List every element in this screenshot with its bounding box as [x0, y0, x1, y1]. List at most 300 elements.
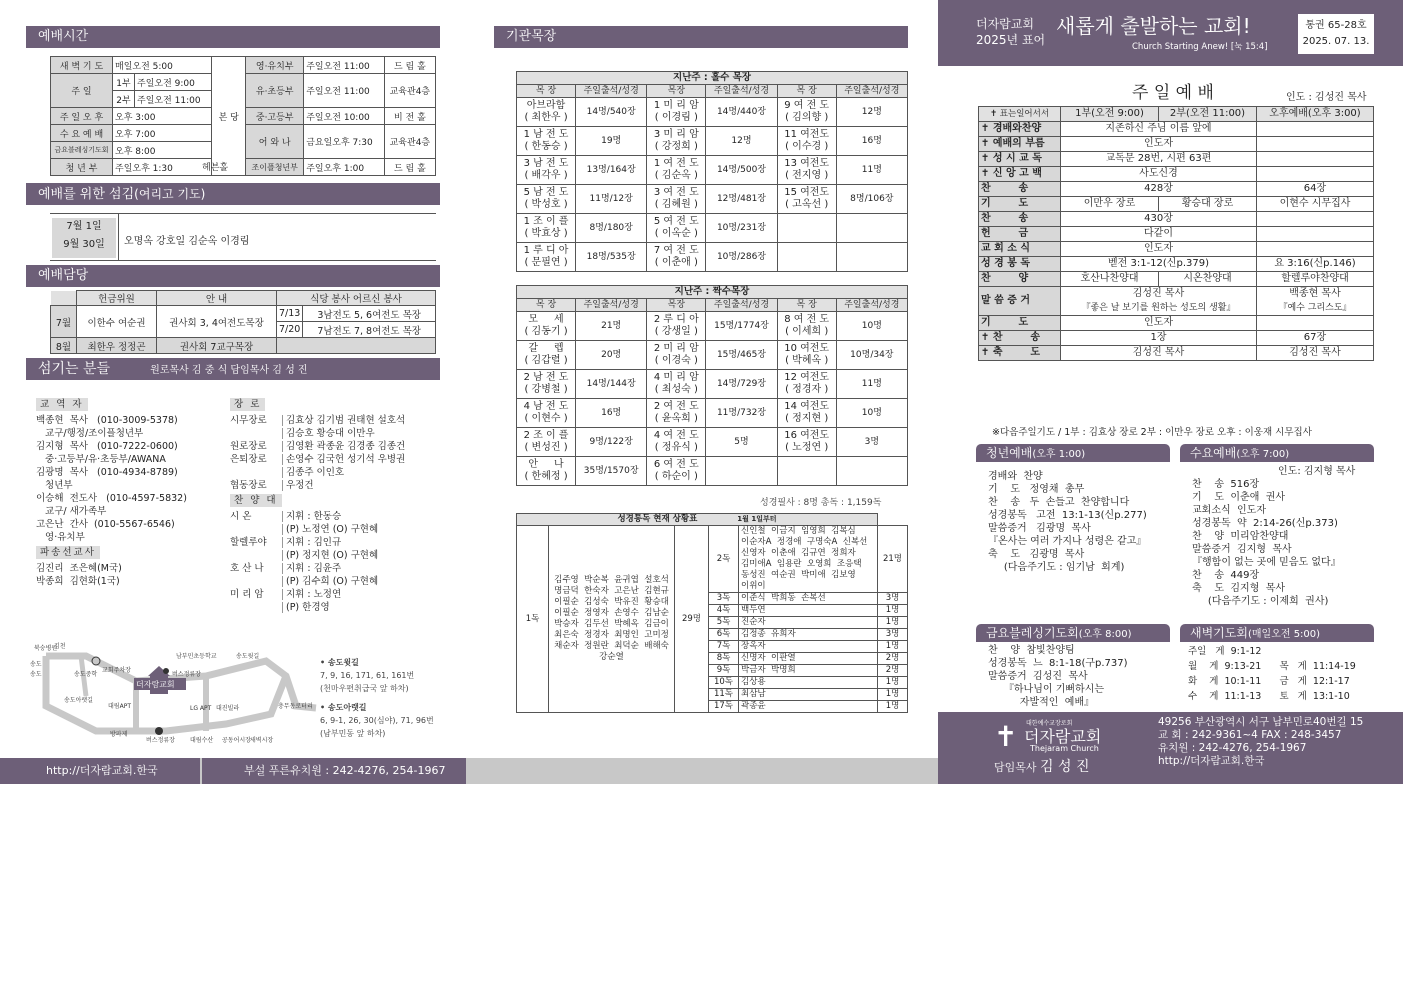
staff-role: 시무장로 [230, 415, 267, 426]
service-item: 찬 송 [979, 182, 1061, 197]
worship-times-header: 예배시간 [26, 26, 440, 48]
ws-time: 오후 3:00 [113, 108, 212, 125]
staff-line [230, 523, 405, 536]
service-morning [1061, 242, 1257, 257]
ws-time: 오후 7:00 [113, 125, 212, 142]
group-attendance: 11명/12장 [576, 185, 647, 214]
wsr-place: 드 림 홀 [384, 159, 435, 176]
staff-line: 교구/행정/조이플청년부 [36, 428, 144, 439]
reading-rank: 3독 [709, 593, 739, 605]
reading-names: 김주영 박순복 윤귀엽 설호석 명금덕 한숙자 고은난 김현규 이필순 김성숙 박유진 황승대 이필순 정영자 손영수 김남순 박승자 김두선 박혜옥 김금이 최은숙 정경자 최명인 고미정 채순자 정원란 최덕순 배해숙 강순열 [549, 526, 675, 713]
group-attendance: 14명/540장 [576, 98, 647, 127]
service-text: 김성진 목사 [1132, 347, 1185, 358]
map-label: 충무동로터리 [278, 703, 313, 710]
reading-rank: 7독 [709, 641, 739, 653]
group-name: 5 여 전 도 ( 이옥순 ) [647, 214, 706, 243]
service-row [979, 167, 1374, 182]
table-header: 목 장 [777, 299, 836, 312]
footer-url: http://더자람교회.한국 [1158, 755, 1265, 767]
service-row [979, 227, 1374, 242]
order-line: 성경봉독 약 2:14-26(신p.373) [1192, 518, 1338, 529]
wsr-place: 교육관4층 [384, 125, 435, 159]
group-attendance: 10명/286장 [706, 243, 777, 272]
staff-line: 이승해 전도사 (010-4597-5832) [36, 493, 187, 504]
table-header: 목 장 [517, 299, 576, 312]
serve-date-start: 7월 1일 [66, 221, 102, 232]
service-col-header: 2부(오전 11:00) [1159, 107, 1257, 122]
footer-church-en: Thejaram Church [1030, 744, 1099, 753]
order-line: 찬 양 미리암찬양대 [1192, 531, 1289, 542]
right-footer [938, 712, 1403, 784]
ws-name: 주 일 [51, 74, 113, 108]
odd-groups-table: 지난주 : 홀수 목장 목 장 주일출석/성경 목장 주일출석/성경 목 장 주일출석/성경 아브라함 ( 최한우 ) 14명/540장 1 미 리 암 ( 이경림 ) 14명/440장 9 여 전 도 ( 김의향 ) 12명 1 남 전 도 ( 한동승 ) 19명 3 미 리 암 ( 강정희 ) 12명 11 여전도 ( 이수경 ) 16명 3 남 전 도 ( 배각우 ) 13명/164장 1 여 전 도 ( 김순옥 ) 14명/500장 13 여전도 ( 전지영 ) 11명 5 남 전 도 ( 박성호 ) 11명/12장 3 여 전 도 ( 김혜원 ) 12명/481장 15 여전도 ( 고옥선 ) 8명/106장 1 조 이 플 ( 박효상 ) 8명/180장 5 여 전 도 ( 이옥순 ) 10명/231장 1 루 디 아 ( 문필연 ) 18명/535장 7 여 전 도 ( 이춘애 ) 10명/286장 [516, 71, 908, 272]
order-line: 수 게 11:1-13 토 게 13:1-10 [1188, 691, 1350, 702]
staff-line [230, 466, 405, 479]
staff-header: 섬기는 분들 원로목사 김 중 식 담임목사 김 성 진 [26, 358, 440, 380]
service-row [979, 257, 1374, 272]
staff-names: 지휘 : 노정연 [282, 589, 341, 600]
staff-line: 김진리 조은혜(M국) [36, 563, 122, 574]
group-attendance: 15명/465장 [706, 341, 777, 370]
duty-header: 예배담당 [26, 265, 440, 287]
order-line: 화 게 10:1-11 금 게 12:1-17 [1188, 676, 1350, 687]
service-text: 인도자 [1144, 138, 1173, 149]
group-name: 2 루 디 아 ( 강생일 ) [647, 312, 706, 341]
duty-head: 안 내 [157, 291, 277, 306]
footer-url-box: http://더자람교회.한국 [0, 758, 200, 784]
group-name: 2 조 이 플 ( 변성진 ) [517, 428, 576, 457]
staff-right [230, 396, 405, 614]
order-line: 『하나님이 기뻐하시는 [988, 684, 1105, 695]
group-name: 1 루 디 아 ( 문필연 ) [517, 243, 576, 272]
service-item: 헌 금 [979, 227, 1061, 242]
reading-rank: 11독 [709, 689, 739, 701]
footer-kinder: 유치원 : 242-4276, 254-1967 [1158, 742, 1307, 754]
staff-names: (P) 한경영 [282, 602, 330, 613]
service-morning [1061, 257, 1257, 272]
staff-heading: 파송선교사 [36, 546, 100, 559]
ws-sub: 2부 [113, 91, 135, 108]
table-header: 주일출석/성경 [836, 85, 907, 98]
group-name: 갈 렙 ( 김갑렬 ) [517, 341, 576, 370]
order-line: 교회소식 인도자 [1192, 505, 1266, 516]
reading-count: 1명 [878, 677, 908, 689]
youth-header: 청년예배(오후 1:00) [976, 444, 1170, 462]
service-morning [1061, 212, 1257, 227]
wsr-name: 유·초등부 [246, 74, 304, 108]
service-afternoon [1257, 122, 1374, 137]
staff-role: 은퇴장로 [230, 454, 267, 465]
even-groups-table: 지난주 : 짝수목장 목 장 주일출석/성경 목장 주일출석/성경 목 장 주일출석/성경 모 세 ( 김동기 ) 21명 2 루 디 아 ( 강생일 ) 15명/1774장 8 여 전 도 ( 이세희 ) 10명 갈 렙 ( 김갑렬 ) 20명 2 미 리 암 ( 이경숙 ) 15명/465장 10 여전도 ( 박혜옥 ) 10명/34장 2 남 전 도 ( 강병철 ) 14명/144장 4 미 리 암 ( 최성숙 ) 14명/729장 12 여전도 ( 정경자 ) 11명 4 남 전 도 ( 이현수 ) 16명 2 여 전 도 ( 윤옥희 ) 11명/732장 14 여전도 ( 정지현 ) 10명 2 조 이 플 ( 변성진 ) 9명/122장 4 여 전 도 ( 정유식 ) 5명 16 여전도 ( 노정연 ) 3명 안 나 ( 한혜정 ) 35명/1570장 6 여 전 도 ( 하순이 ) [516, 285, 908, 486]
staff-role: 미 리 암 [230, 589, 264, 600]
service-text: 430장 [1144, 213, 1173, 224]
service-morning [1061, 346, 1257, 361]
group-attendance: 15명/1774장 [706, 312, 777, 341]
wed-header: 수요예배(오후 7:00) [1180, 444, 1374, 462]
service-afternoon [1257, 137, 1374, 152]
wed-order [1192, 478, 1341, 608]
wsr-time: 금요일오후 7:30 [304, 125, 385, 159]
group-attendance: 8명/106장 [836, 185, 907, 214]
reading-stat: 성경필사 : 8명 총독 : 1,159독 [760, 498, 882, 508]
group-name: 11 여전도 ( 이수경 ) [777, 127, 836, 156]
table-row [517, 127, 908, 156]
reading-names: 진순자 [739, 617, 878, 629]
map-label: 교회주차장 [102, 667, 131, 674]
service-title: 주 일 예 배 [1132, 83, 1214, 103]
service-leader: 인도 : 김성진 목사 [1286, 92, 1367, 103]
service-afternoon [1257, 152, 1374, 167]
staff-line: 영·유치부 [36, 532, 85, 543]
group-name: 3 미 리 암 ( 강정희 ) [647, 127, 706, 156]
group-name: 2 미 리 암 ( 이경숙 ) [647, 341, 706, 370]
table-row [517, 312, 908, 341]
order-line: 『행함이 없는 곳에 믿음도 없다』 [1192, 557, 1341, 568]
staff-line: 김광명 목사 (010-4934-8789) [36, 467, 178, 478]
table-row [517, 243, 908, 272]
footer-address: 49256 부산광역시 서구 남부민로40번길 15 [1158, 716, 1364, 728]
service-subtext: 『좋은 날 보기를 원하는 성도의 생활』 [1081, 303, 1236, 313]
table-header: 목 장 [777, 85, 836, 98]
staff-line: 김지형 목사 (010-7222-0600) [36, 441, 178, 452]
service-text: 다같이 [1144, 228, 1173, 239]
reading-count: 1명 [878, 605, 908, 617]
group-name: 1 남 전 도 ( 한동승 ) [517, 127, 576, 156]
reading-count: 1명 [878, 641, 908, 653]
group-attendance: 5명 [706, 428, 777, 457]
order-line: 기 도 이춘애 권사 [1192, 492, 1286, 503]
bus-info: • 송도윗길 7, 9, 16, 171, 61, 161번 (천마우편취급국 앞 하차) • 송도아랫길 6, 9-1, 26, 30(심야), 71, 96번 (남부민동 앞 하차) [320, 658, 434, 738]
service-first: 이만우 장로 [1061, 197, 1159, 212]
service-morning [1061, 122, 1257, 137]
staff-names: 지휘 : 한동승 [282, 511, 341, 522]
group-name: 3 여 전 도 ( 김혜원 ) [647, 185, 706, 214]
group-name: 5 남 전 도 ( 박성호 ) [517, 185, 576, 214]
next-prayer: ※다음주일기도 / 1부 : 김효상 장로 2부 : 이만우 장로 오후 : 이웅재 시무집사 [992, 427, 1312, 438]
group-name: 12 여전도 ( 정경자 ) [777, 370, 836, 399]
order-line: 축 도 김지형 목사 [1192, 583, 1286, 594]
service-col-header: 1부(오전 9:00) [1061, 107, 1159, 122]
group-attendance: 19명 [576, 127, 647, 156]
header-church: 더자람교회 [976, 17, 1034, 31]
service-second: 황승대 장로 [1159, 197, 1257, 212]
group-attendance: 10명/34장 [836, 341, 907, 370]
service-afternoon [1257, 242, 1374, 257]
table-header: 주일출석/성경 [576, 299, 647, 312]
staff-line: 박종희 김현화(1국) [36, 576, 120, 587]
service-morning [1061, 227, 1257, 242]
staff-role: 시 온 [230, 511, 252, 522]
reading-count: 21명 [878, 526, 908, 593]
service-row [979, 272, 1374, 287]
map-label: 송도 [30, 671, 42, 678]
staff-role: 할렐루야 [230, 537, 267, 548]
staff-names: 김효상 김기범 권태현 설호석 [282, 415, 405, 426]
reading-count: 1명 [878, 617, 908, 629]
group-attendance: 35명/1570장 [576, 457, 647, 486]
reading-names: 백두연 [739, 605, 878, 617]
map-church-label: 더자람교회 [136, 680, 175, 689]
group-attendance: 13명/164장 [576, 156, 647, 185]
group-attendance: 14명/144장 [576, 370, 647, 399]
staff-role: 원로장로 [230, 441, 267, 452]
map-label: 송도윗길 [236, 653, 260, 660]
wsr-time: 주일오전 10:00 [304, 108, 385, 125]
serve-box [50, 213, 436, 261]
service-text: 사도신경 [1139, 168, 1178, 179]
reading-rank: 8독 [709, 653, 739, 665]
reading-names: 신인철 이금지 임영희 김복심 이순자A 정경애 구명숙A 신복선 신영자 이춘애 김규연 정희자 김미애A 임용란 오영희 조응택 동성진 여순권 박미애 김보영 이위이 [739, 526, 878, 593]
fri-header: 금요블레싱기도회(오후 8:00) [976, 624, 1170, 642]
order-line: 『온사는 여러 가지나 성령은 같고』 [988, 536, 1147, 547]
ws-time: 매일오전 5:00 [113, 57, 212, 74]
reading-count: 3명 [878, 593, 908, 605]
ws-name: 청 년 부 [51, 159, 113, 176]
group-name: 1 조 이 플 ( 박효상 ) [517, 214, 576, 243]
table-header: 주일출석/성경 [706, 299, 777, 312]
group-attendance: 10명 [836, 312, 907, 341]
groups-header: 기관목장 [494, 26, 908, 48]
church-map [26, 636, 318, 756]
header-date: 2025. 07. 13. [1302, 36, 1370, 47]
order-line: 기 도 정영채 총무 [988, 484, 1085, 495]
wsr-name: 어 와 나 [246, 125, 304, 159]
service-subtext: 『예수 그리스도』 [1278, 303, 1352, 313]
group-attendance [836, 457, 907, 486]
map-label: 대림수산 [190, 737, 214, 744]
service-text: 할렐루야찬양대 [1281, 273, 1349, 284]
map-label: 송도중학 [74, 671, 98, 678]
wsr-place: 비 전 홀 [384, 108, 435, 125]
group-attendance: 21명 [576, 312, 647, 341]
staff-heading: 교 역 자 [36, 398, 88, 411]
map-label: 공동어시장 [222, 737, 251, 744]
map-label: 대진빌라 [216, 705, 240, 712]
group-attendance [836, 214, 907, 243]
group-attendance: 14명/440장 [706, 98, 777, 127]
group-attendance: 16명 [836, 127, 907, 156]
group-name: 14 여전도 ( 정지현 ) [777, 399, 836, 428]
map-label: 방파제 [110, 731, 128, 738]
staff-line: 청년부 [36, 480, 73, 491]
staff-heading: 장 로 [230, 398, 265, 411]
wsr-name: 영·유치부 [246, 57, 304, 74]
order-line: 자발적인 예배』 [988, 697, 1095, 708]
table-header: 주일출석/성경 [836, 299, 907, 312]
reading-rank: 10독 [709, 677, 739, 689]
service-afternoon [1257, 227, 1374, 242]
reading-names: 박금자 박명희 [739, 665, 878, 677]
group-name: 4 남 전 도 ( 이현수 ) [517, 399, 576, 428]
group-attendance: 3명 [836, 428, 907, 457]
group-attendance: 20명 [576, 341, 647, 370]
order-line: 찬 송 449장 [1192, 570, 1260, 581]
reading-names: 곽종윤 [739, 701, 878, 713]
service-morning [1061, 182, 1257, 197]
map-label: 북숭병원 [34, 645, 58, 652]
service-morning [1061, 331, 1257, 346]
service-afternoon [1257, 272, 1374, 287]
staff-names: 김종주 이인호 [282, 467, 344, 478]
service-first: 호산나찬양대 [1061, 272, 1159, 287]
staff-line [230, 440, 405, 453]
group-attendance: 9명/122장 [576, 428, 647, 457]
service-afternoon [1257, 316, 1374, 331]
ws-time: 주일오전 9:00 [135, 74, 212, 91]
staff-line [230, 575, 405, 588]
footer-pastor-label: 담임목사 [994, 761, 1037, 774]
table-row [517, 185, 908, 214]
group-attendance: 12명 [706, 127, 777, 156]
service-morning [1061, 167, 1257, 182]
staff-names: 지휘 : 김윤주 [282, 563, 341, 574]
ws-time: 주일오전 11:00 [135, 91, 212, 108]
order-line: 주일 게 9:1-12 [1188, 646, 1262, 657]
wsr-time: 주일오전 11:00 [304, 74, 385, 108]
service-afternoon [1257, 346, 1374, 361]
map-label: LG APT [190, 705, 212, 712]
reading-names: 김상용 [739, 677, 878, 689]
ws-place-heaven: 헤븐홀 [202, 163, 229, 173]
service-text: 지존하신 주님 이름 앞에 [1105, 123, 1212, 134]
reading-count: 1명 [878, 689, 908, 701]
service-row [979, 182, 1374, 197]
ws-name: 주 일 오 후 [51, 108, 113, 125]
table-header: 목 장 [517, 85, 576, 98]
footer-church-name: 더자람교회 [1024, 727, 1102, 746]
service-row [979, 346, 1374, 361]
group-name: 2 여 전 도 ( 윤옥희 ) [647, 399, 706, 428]
sunday-service-table [978, 106, 1374, 361]
worship-times-table [50, 56, 436, 176]
service-item: ✝ 경배와찬양 [979, 122, 1061, 137]
duty-head: 식당 봉사 어르신 봉사 [277, 291, 436, 306]
service-text: 64장 [1303, 183, 1327, 194]
group-name: 10 여전도 ( 박혜옥 ) [777, 341, 836, 370]
reading-count: 3명 [878, 629, 908, 641]
footer-kinder-box: 부설 푸른유치원 : 242-4276, 254-1967 [202, 758, 466, 784]
wed-leader: 인도: 김지형 목사 [1278, 466, 1356, 477]
service-text: 인도자 [1144, 317, 1173, 328]
reading-rank: 1독 [517, 526, 549, 713]
service-text: 김성진 목사 [1132, 288, 1185, 299]
footer-pastor: 김 성 진 [1040, 759, 1090, 775]
duty-table: 헌금위원 안 내 식당 봉사 어르신 봉사 7월 이한수 여순권 권사회 3, 4여전도목장 7/13 3남전도 5, 6여전도 목장 7/20 7남전도 7, 8여전도 목장 8월 최한우 정정곤 권사회 7교구목장 [50, 290, 436, 354]
table-row [517, 156, 908, 185]
group-attendance [836, 243, 907, 272]
order-line: 말씀증거 김광명 목사 [988, 523, 1091, 534]
group-name: 3 남 전 도 ( 배각우 ) [517, 156, 576, 185]
group-name: 6 여 전 도 ( 하순이 ) [647, 457, 706, 486]
dawn-order [1188, 644, 1356, 704]
wsr-name: 중·고등부 [246, 108, 304, 125]
staff-names: (P) 김수희 (O) 구현혜 [282, 576, 378, 587]
service-item: 성 경 봉 독 [979, 257, 1061, 272]
group-name: 9 여 전 도 ( 김의향 ) [777, 98, 836, 127]
group-name: 안 나 ( 한혜정 ) [517, 457, 576, 486]
staff-line: 중·고등부/유·초등부/AWANA [36, 454, 166, 465]
service-row [979, 152, 1374, 167]
map-label: 버스정류장 [146, 737, 175, 744]
service-row [979, 287, 1374, 316]
group-name: 아브라함 ( 최한우 ) [517, 98, 576, 127]
group-name: 모 세 ( 김동기 ) [517, 312, 576, 341]
service-text: 요 3:16(신p.146) [1274, 258, 1356, 269]
service-item: ✝ 성 시 교 독 [979, 152, 1061, 167]
bible-reading-table: 성경통독 현재 상황표 1월 1일부터 1독 김주영 박순복 윤귀엽 설호석 명금덕 한숙자 고은난 김현규 이필순 김성숙 박유진 황승대 이필순 정영자 손영수 김남순 박승자 김두선 박혜옥 김금이 최은숙 정경자 최명인 고미정 채순자 정원란 최덕순 배해숙 강순열 29명 2독 신인철 이금지 임영희 김복심 이순자A 정경애 구명숙A 신복선 신영자 이춘애 김규연 정희자 김미애A 임용란 오영희 조응택 동성진 여순권 박미애 김보영 이위이 21명 3독 이준식 박희동 손복선 3명 4독 백두연 1명 5독 진순자 1명 6독 김정종 유희자 3명 7독 장옥자 1명 8독 신명자 이판열 2명 9독 박금자 박명희 2명 10독 김상용 1명 11독 최삼남 1명 17독 곽종윤 1명 [516, 513, 908, 713]
ws-name: 금요블레싱기도회 [51, 142, 113, 159]
group-attendance: 14명/729장 [706, 370, 777, 399]
fri-order [988, 644, 1128, 709]
service-item: 말 씀 증 거 [979, 287, 1061, 316]
dawn-header: 새벽기도회(매일오전 5:00) [1180, 624, 1374, 642]
wsr-name: 조이플청년부 [246, 159, 304, 176]
service-item: ✝ 축 도 [979, 346, 1061, 361]
order-line: 성경봉독 느 8:1-18(구p.737) [988, 658, 1128, 669]
group-name: 1 미 리 암 ( 이경림 ) [647, 98, 706, 127]
reading-rank: 6독 [709, 629, 739, 641]
group-name: 7 여 전 도 ( 이춘애 ) [647, 243, 706, 272]
header-motto-en: Church Starting Anew! [눅 15:4] [1132, 42, 1268, 52]
staff-line [230, 562, 405, 575]
table-row [517, 428, 908, 457]
group-attendance: 10명 [836, 399, 907, 428]
group-attendance: 11명/732장 [706, 399, 777, 428]
reading-rank: 5독 [709, 617, 739, 629]
ws-name: 새 벽 기 도 [51, 57, 113, 74]
group-name [777, 457, 836, 486]
group-attendance: 11명 [836, 370, 907, 399]
staff-names: 김영환 곽종윤 김경종 김종건 [282, 441, 405, 452]
order-line: 찬 양 참빛찬양팀 [988, 645, 1075, 656]
table-row [517, 214, 908, 243]
group-attendance: 14명/500장 [706, 156, 777, 185]
table-row [517, 370, 908, 399]
table-row [517, 457, 908, 486]
staff-role: 호 산 나 [230, 563, 264, 574]
staff-line: 교구/ 새가족부 [36, 506, 107, 517]
staff-names: 우정건 [282, 480, 314, 491]
reading-names: 신명자 이판열 [739, 653, 878, 665]
staff-line: 백종현 목사 (010-3009-5378) [36, 415, 178, 426]
staff-line [230, 536, 405, 549]
map-label: 송도아랫길 [64, 697, 93, 704]
order-line: 경배와 찬양 [988, 471, 1043, 482]
order-line: 축 도 김광명 목사 [988, 549, 1085, 560]
group-name: 4 여 전 도 ( 정유식 ) [647, 428, 706, 457]
service-row [979, 331, 1374, 346]
service-item: ✝ 찬 송 [979, 331, 1061, 346]
reading-count: 29명 [675, 526, 709, 713]
group-name: 2 남 전 도 ( 강병철 ) [517, 370, 576, 399]
ws-place: 본 당 [212, 57, 246, 176]
group-attendance: 10명/231장 [706, 214, 777, 243]
staff-heading: 찬 양 대 [230, 494, 282, 507]
ws-sub: 1부 [113, 74, 135, 91]
group-attendance: 12명/481장 [706, 185, 777, 214]
map-label: 새벽시장 [250, 737, 274, 744]
staff-names: 김승호 황승대 이만우 [282, 428, 375, 439]
service-item: 찬 양 [979, 272, 1061, 287]
service-afternoon [1257, 287, 1374, 316]
staff-line [230, 414, 405, 427]
reading-names: 최삼남 [739, 689, 878, 701]
group-attendance [706, 457, 777, 486]
group-name: 15 여전도 ( 고옥선 ) [777, 185, 836, 214]
reading-names: 김정종 유희자 [739, 629, 878, 641]
group-name [777, 243, 836, 272]
order-line: 성경봉독 고전 13:1-13(신p.277) [988, 510, 1147, 521]
